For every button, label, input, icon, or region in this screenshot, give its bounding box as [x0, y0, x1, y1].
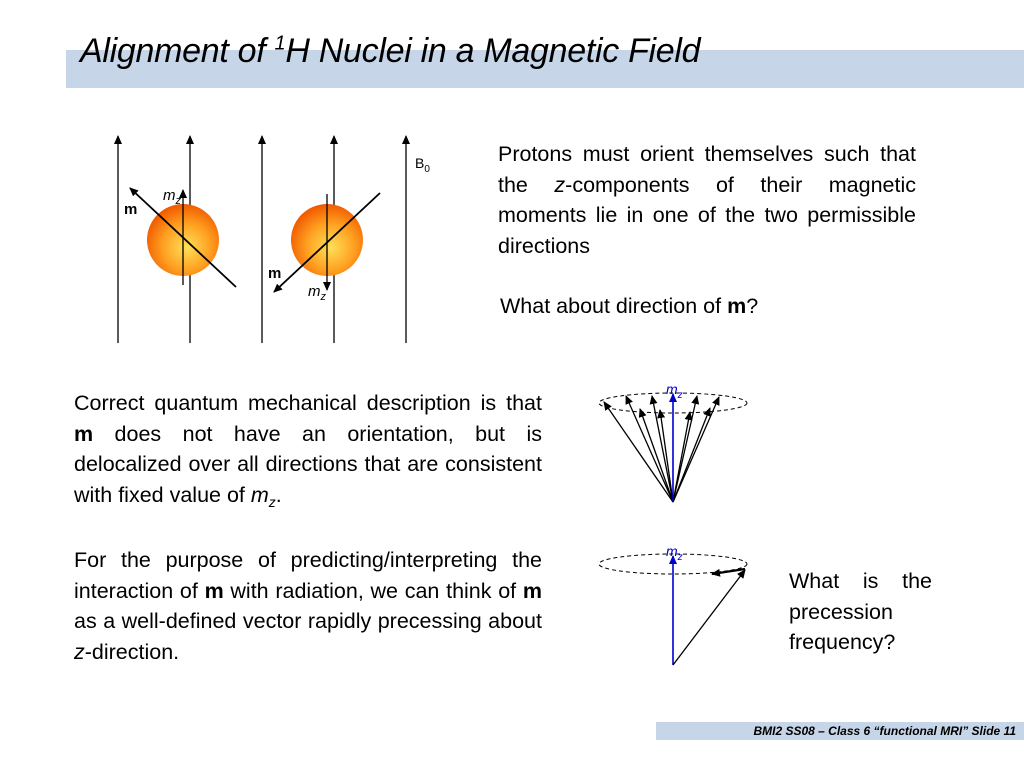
m-label-down: m — [268, 265, 282, 282]
mz-label-down: $m_z$ — [308, 283, 326, 303]
precession-direction-arrow — [712, 569, 745, 574]
slide-footer: BMI2 SS08 – Class 6 “functional MRI” Slide 11 — [753, 724, 1016, 738]
cone-arrow — [640, 409, 673, 502]
mz-label-up: $m_z$ — [163, 187, 181, 207]
precessing-moment-arrow — [673, 570, 745, 665]
precession-diagram — [599, 543, 747, 665]
m-label-up: m — [124, 201, 138, 218]
cone-mz-label: $m_z$ — [666, 381, 683, 401]
delocalized-cone — [599, 381, 747, 502]
b0-label: $B_0$ — [415, 155, 430, 175]
title-superscript: 1 — [274, 32, 286, 55]
precession-mz-label: $m_z$ — [666, 543, 683, 563]
quantum-description-text: Correct quantum mechanical description is that m does not have an orientation, but is delocalized over all directions that are consistent with fixed value of $m_z$. — [74, 391, 542, 511]
precession-frequency-question: What is the precession frequency? — [789, 569, 932, 655]
orientation-text: Protons must orient themselves such that the z-components of their magnetic moments lie in one of the two permissible directions — [498, 142, 916, 258]
title-post: H Nuclei in a Magnetic Field — [285, 32, 701, 70]
precession-description-text: For the purpose of predicting/interpreting the interaction of m with radiation, we can think of m as a well-defined vector rapidly precessing about z-direction. — [74, 548, 542, 664]
title-pre: Alignment of — [80, 32, 275, 70]
direction-question: What about direction of m? — [500, 294, 759, 318]
